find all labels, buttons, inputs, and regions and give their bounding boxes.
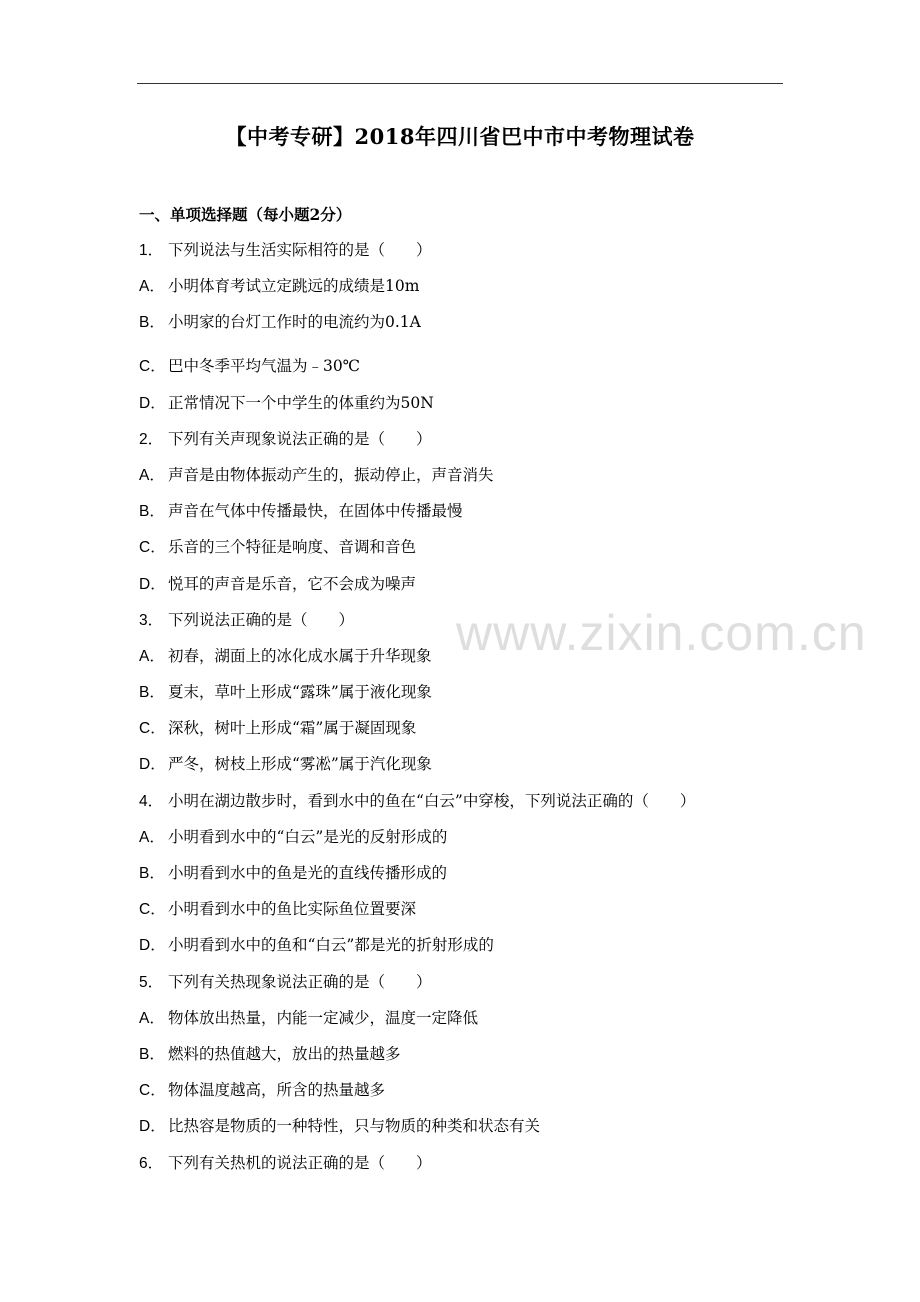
line-text: 物体放出热量，内能一定减少，温度一定降低 [168, 1008, 479, 1027]
question-line [139, 783, 799, 819]
option-line [139, 891, 799, 927]
option-line [139, 457, 799, 493]
line-label: D． [139, 756, 166, 774]
line-text: 声音在气体中传播最快，在固体中传播最慢 [168, 502, 463, 521]
option-line [139, 529, 799, 565]
line-label: 3． [139, 611, 164, 629]
line-label: 4． [139, 792, 164, 810]
line-label: B． [139, 865, 165, 882]
line-text: 夏末，草叶上形成“露珠”属于液化现象 [168, 683, 432, 702]
line-label: B． [139, 314, 165, 332]
line-text: 小明家的台灯工作时的电流约为0.1A [168, 313, 421, 332]
line-label: C． [139, 357, 166, 375]
line-label: C． [139, 539, 166, 557]
question-line [139, 964, 799, 1000]
line-text: 小明在湖边散步时，看到水中的鱼在“白云”中穿梭，下列说法正确的（ ） [168, 791, 696, 810]
line-label: C． [139, 1082, 166, 1100]
option-line [139, 304, 799, 340]
line-label: 1． [139, 242, 164, 259]
option-line [139, 710, 799, 746]
option-line [139, 1036, 799, 1072]
line-label: C． [139, 720, 166, 738]
option-line [139, 674, 799, 710]
header-rule [137, 83, 783, 84]
question-line [139, 602, 799, 638]
line-text: 下列说法正确的是（ ） [168, 610, 355, 629]
line-text: 小明看到水中的鱼和“白云”都是光的折射形成的 [168, 936, 494, 955]
line-label: A． [139, 1009, 165, 1027]
option-line [139, 341, 799, 385]
document-title: 【中考专研】2018年四川省巴中市中考物理试卷 [225, 124, 695, 149]
option-line [139, 385, 799, 421]
line-text: 物体温度越高，所含的热量越多 [168, 1081, 386, 1100]
line-label: 6． [139, 1154, 164, 1172]
line-text: 巴中冬季平均气温为﹣30℃ [168, 356, 361, 375]
option-line [139, 1072, 799, 1108]
line-text: 乐音的三个特征是响度、音调和音色 [168, 538, 417, 557]
option-line [139, 1000, 799, 1036]
watermark: www.zixin.com.cn [456, 605, 867, 661]
line-text: 深秋，树叶上形成“霜”属于凝固现象 [168, 719, 417, 738]
line-label: D． [139, 937, 166, 955]
question-line [139, 421, 799, 457]
line-text: 初春，湖面上的冰化成水属于升华现象 [168, 646, 432, 665]
line-label: B． [139, 1045, 165, 1063]
line-label: A． [139, 828, 165, 846]
line-text: 小明看到水中的鱼比实际鱼位置要深 [168, 900, 417, 919]
line-label: A． [139, 647, 165, 665]
line-text: 小明看到水中的鱼是光的直线传播形成的 [168, 864, 448, 882]
line-text: 下列有关热现象说法正确的是（ ） [168, 972, 432, 991]
option-line [139, 493, 799, 529]
line-label: D． [139, 394, 166, 412]
line-text: 正常情况下一个中学生的体重约为50N [168, 393, 434, 412]
line-text: 小明看到水中的“白云”是光的反射形成的 [168, 827, 448, 846]
question-list [139, 232, 799, 1181]
option-line [139, 1108, 799, 1144]
option-line [139, 927, 799, 963]
option-line [139, 638, 799, 674]
line-label: 2． [139, 430, 164, 448]
line-text: 燃料的热值越大，放出的热量越多 [168, 1044, 401, 1063]
option-line [139, 268, 799, 304]
question-line [139, 232, 799, 268]
line-text: 小明体育考试立定跳远的成绩是10m [168, 277, 420, 296]
line-label: B． [139, 684, 165, 702]
line-label: A． [139, 466, 165, 484]
section-heading: 一、单项选择题（每小题2分） [139, 205, 352, 224]
option-line [139, 746, 799, 782]
line-text: 下列说法与生活实际相符的是（ ） [168, 241, 432, 259]
line-label: 5． [139, 973, 164, 991]
question-line [139, 1145, 799, 1181]
line-label: C． [139, 901, 166, 919]
option-line [139, 566, 799, 602]
line-label: D． [139, 575, 166, 593]
option-line [139, 855, 799, 891]
option-line [139, 819, 799, 855]
line-text: 下列有关声现象说法正确的是（ ） [168, 429, 432, 448]
line-text: 悦耳的声音是乐音，它不会成为噪声 [168, 574, 417, 593]
line-text: 比热容是物质的一种特性，只与物质的种类和状态有关 [168, 1117, 541, 1136]
line-text: 声音是由物体振动产生的，振动停止，声音消失 [168, 465, 494, 484]
line-text: 下列有关热机的说法正确的是（ ） [168, 1153, 432, 1172]
line-label: D． [139, 1118, 166, 1136]
line-label: A． [139, 278, 165, 296]
line-label: B． [139, 503, 165, 521]
line-text: 严冬，树枝上形成“雾凇”属于汽化现象 [168, 755, 432, 774]
